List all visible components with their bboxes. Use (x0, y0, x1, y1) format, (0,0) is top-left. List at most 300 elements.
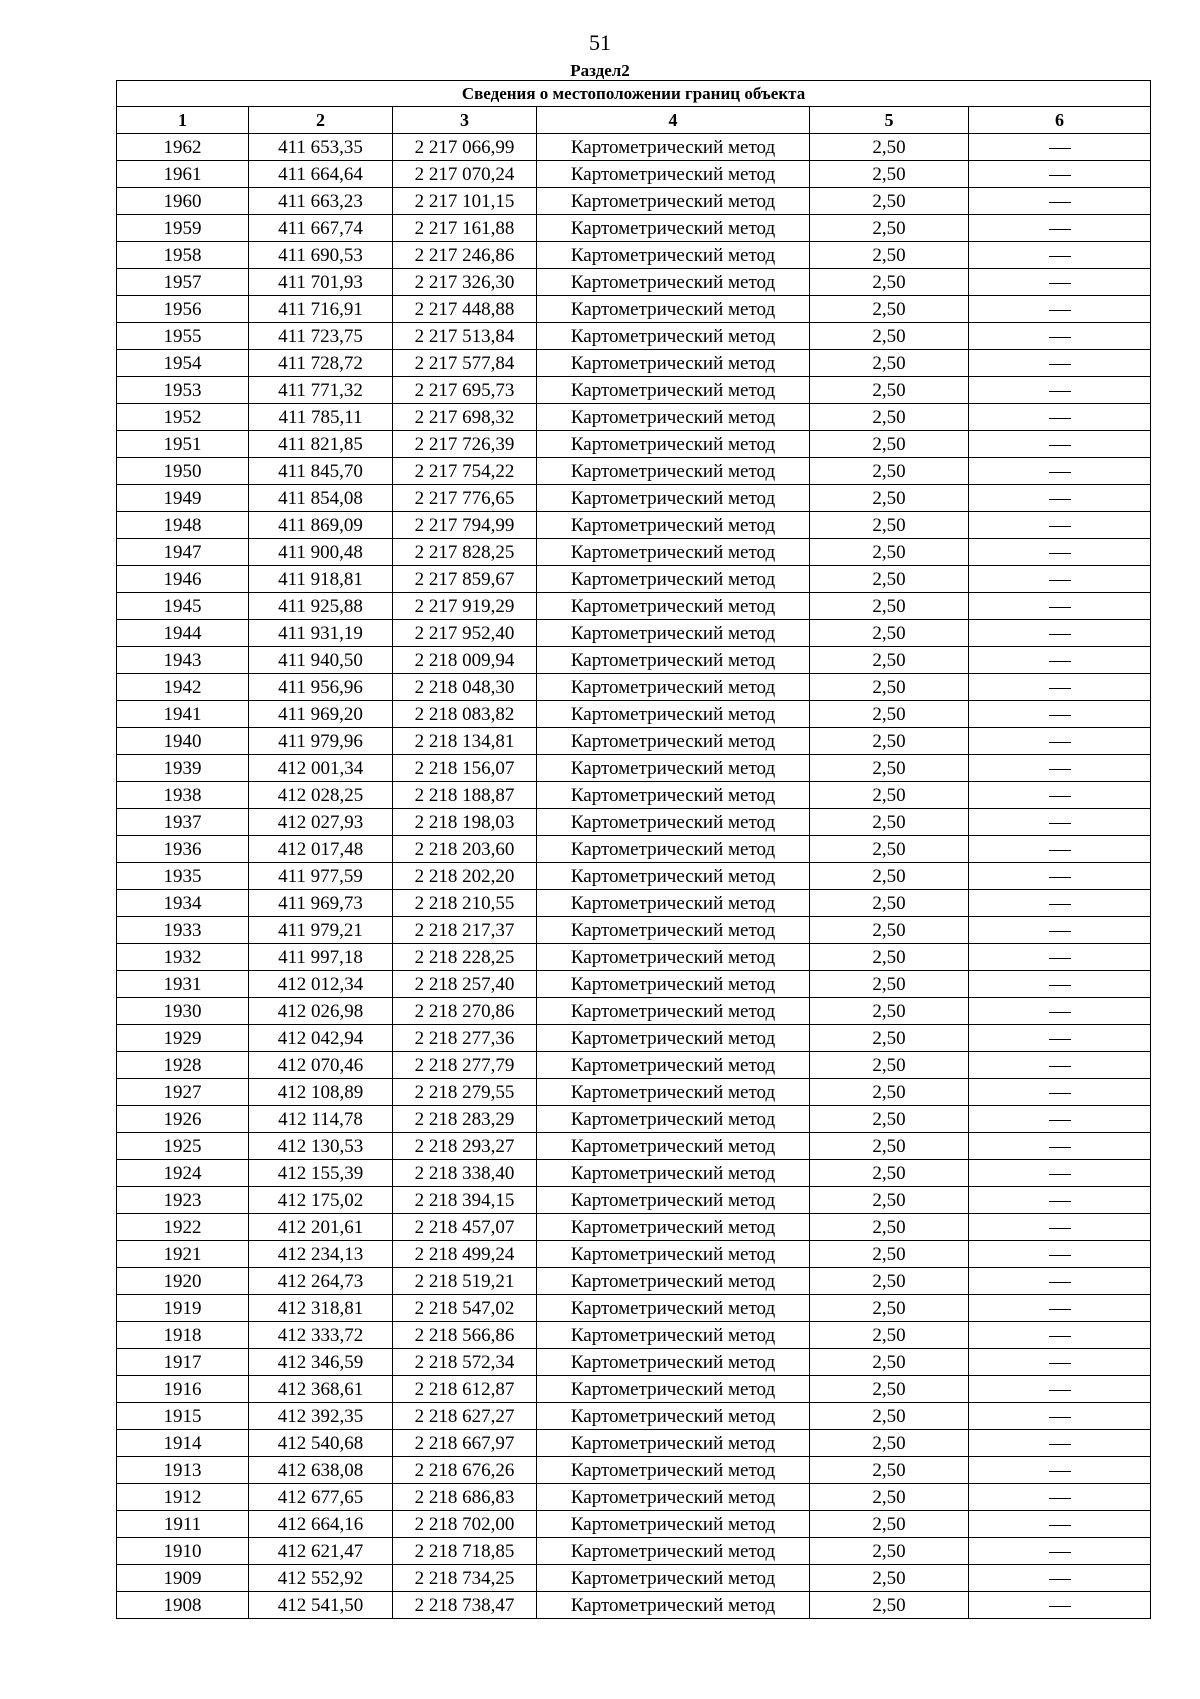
x-coordinate-cell: 412 368,61 (249, 1376, 393, 1403)
accuracy-cell: 2,50 (810, 161, 969, 188)
x-coordinate-cell: 412 392,35 (249, 1403, 393, 1430)
x-coordinate-cell: 411 977,59 (249, 863, 393, 890)
dash-mark (1049, 1282, 1071, 1283)
y-coordinate-cell: 2 218 499,24 (393, 1241, 537, 1268)
accuracy-cell: 2,50 (810, 971, 969, 998)
y-coordinate-cell: 2 218 338,40 (393, 1160, 537, 1187)
y-coordinate-cell: 2 218 277,36 (393, 1025, 537, 1052)
dash-mark (1049, 715, 1071, 716)
description-cell (969, 701, 1151, 728)
dash-mark (1049, 931, 1071, 932)
table-row (117, 566, 1151, 593)
x-coordinate-cell: 411 969,20 (249, 701, 393, 728)
point-number-cell: 1931 (117, 971, 249, 998)
x-coordinate-cell: 412 664,16 (249, 1511, 393, 1538)
y-coordinate-cell: 2 218 009,94 (393, 647, 537, 674)
y-coordinate-cell: 2 217 726,39 (393, 431, 537, 458)
dash-mark (1049, 958, 1071, 959)
table-caption-row (117, 81, 1151, 107)
y-coordinate-cell: 2 217 448,88 (393, 296, 537, 323)
dash-mark (1049, 1417, 1071, 1418)
method-cell: Картометрический метод (537, 971, 810, 998)
description-cell (969, 1484, 1151, 1511)
column-header-2: 2 (249, 107, 393, 134)
dash-mark (1049, 256, 1071, 257)
method-cell: Картометрический метод (537, 188, 810, 215)
dash-mark (1049, 1363, 1071, 1364)
point-number-cell: 1945 (117, 593, 249, 620)
point-number-cell: 1917 (117, 1349, 249, 1376)
table-row (117, 1565, 1151, 1592)
accuracy-cell: 2,50 (810, 1430, 969, 1457)
point-number-cell: 1909 (117, 1565, 249, 1592)
accuracy-cell: 2,50 (810, 1511, 969, 1538)
table-row (117, 1106, 1151, 1133)
accuracy-cell: 2,50 (810, 1160, 969, 1187)
table-row (117, 593, 1151, 620)
point-number-cell: 1948 (117, 512, 249, 539)
accuracy-cell: 2,50 (810, 1592, 969, 1619)
y-coordinate-cell: 2 217 919,29 (393, 593, 537, 620)
point-number-cell: 1954 (117, 350, 249, 377)
description-cell (969, 998, 1151, 1025)
dash-mark (1049, 391, 1071, 392)
point-number-cell: 1929 (117, 1025, 249, 1052)
point-number-cell: 1956 (117, 296, 249, 323)
point-number-cell: 1926 (117, 1106, 249, 1133)
x-coordinate-cell: 411 997,18 (249, 944, 393, 971)
boundary-coordinates-table (116, 80, 1151, 1619)
dash-mark (1049, 1336, 1071, 1337)
method-cell: Картометрический метод (537, 134, 810, 161)
point-number-cell: 1934 (117, 890, 249, 917)
table-row (117, 215, 1151, 242)
point-number-cell: 1938 (117, 782, 249, 809)
accuracy-cell: 2,50 (810, 701, 969, 728)
table-row (117, 1430, 1151, 1457)
table-row (117, 1133, 1151, 1160)
accuracy-cell: 2,50 (810, 863, 969, 890)
x-coordinate-cell: 412 028,25 (249, 782, 393, 809)
point-number-cell: 1946 (117, 566, 249, 593)
y-coordinate-cell: 2 218 156,07 (393, 755, 537, 782)
method-cell: Картометрический метод (537, 1592, 810, 1619)
x-coordinate-cell: 411 690,53 (249, 242, 393, 269)
point-number-cell: 1919 (117, 1295, 249, 1322)
accuracy-cell: 2,50 (810, 728, 969, 755)
accuracy-cell: 2,50 (810, 809, 969, 836)
accuracy-cell: 2,50 (810, 404, 969, 431)
description-cell (969, 890, 1151, 917)
dash-mark (1049, 1228, 1071, 1229)
dash-mark (1049, 1552, 1071, 1553)
method-cell: Картометрический метод (537, 809, 810, 836)
table-row (117, 1376, 1151, 1403)
dash-mark (1049, 1309, 1071, 1310)
description-cell (969, 593, 1151, 620)
table-row (117, 1592, 1151, 1619)
accuracy-cell: 2,50 (810, 944, 969, 971)
table-row (117, 1241, 1151, 1268)
x-coordinate-cell: 412 130,53 (249, 1133, 393, 1160)
accuracy-cell: 2,50 (810, 1025, 969, 1052)
x-coordinate-cell: 412 333,72 (249, 1322, 393, 1349)
point-number-cell: 1924 (117, 1160, 249, 1187)
description-cell (969, 674, 1151, 701)
dash-mark (1049, 1579, 1071, 1580)
x-coordinate-cell: 411 925,88 (249, 593, 393, 620)
method-cell: Картометрический метод (537, 620, 810, 647)
method-cell: Картометрический метод (537, 917, 810, 944)
method-cell: Картометрический метод (537, 998, 810, 1025)
table-row (117, 512, 1151, 539)
x-coordinate-cell: 411 940,50 (249, 647, 393, 674)
x-coordinate-cell: 411 845,70 (249, 458, 393, 485)
method-cell: Картометрический метод (537, 782, 810, 809)
description-cell (969, 188, 1151, 215)
description-cell (969, 1538, 1151, 1565)
accuracy-cell: 2,50 (810, 1052, 969, 1079)
table-row (117, 836, 1151, 863)
dash-mark (1049, 985, 1071, 986)
accuracy-cell: 2,50 (810, 1457, 969, 1484)
point-number-cell: 1961 (117, 161, 249, 188)
x-coordinate-cell: 411 821,85 (249, 431, 393, 458)
method-cell: Картометрический метод (537, 890, 810, 917)
accuracy-cell: 2,50 (810, 539, 969, 566)
table-row (117, 242, 1151, 269)
column-header-6: 6 (969, 107, 1151, 134)
description-cell (969, 485, 1151, 512)
x-coordinate-cell: 412 001,34 (249, 755, 393, 782)
description-cell (969, 728, 1151, 755)
x-coordinate-cell: 412 264,73 (249, 1268, 393, 1295)
y-coordinate-cell: 2 217 070,24 (393, 161, 537, 188)
y-coordinate-cell: 2 218 134,81 (393, 728, 537, 755)
method-cell: Картометрический метод (537, 1187, 810, 1214)
dash-mark (1049, 1471, 1071, 1472)
description-cell (969, 1322, 1151, 1349)
y-coordinate-cell: 2 218 566,86 (393, 1322, 537, 1349)
table-row (117, 998, 1151, 1025)
method-cell: Картометрический метод (537, 377, 810, 404)
y-coordinate-cell: 2 218 394,15 (393, 1187, 537, 1214)
description-cell (969, 1133, 1151, 1160)
point-number-cell: 1932 (117, 944, 249, 971)
description-cell (969, 944, 1151, 971)
y-coordinate-cell: 2 217 326,30 (393, 269, 537, 296)
y-coordinate-cell: 2 218 612,87 (393, 1376, 537, 1403)
y-coordinate-cell: 2 218 457,07 (393, 1214, 537, 1241)
description-cell (969, 1241, 1151, 1268)
accuracy-cell: 2,50 (810, 1187, 969, 1214)
description-cell (969, 620, 1151, 647)
method-cell: Картометрический метод (537, 1322, 810, 1349)
x-coordinate-cell: 411 918,81 (249, 566, 393, 593)
y-coordinate-cell: 2 218 188,87 (393, 782, 537, 809)
x-coordinate-cell: 411 956,96 (249, 674, 393, 701)
point-number-cell: 1912 (117, 1484, 249, 1511)
accuracy-cell: 2,50 (810, 1403, 969, 1430)
description-cell (969, 566, 1151, 593)
method-cell: Картометрический метод (537, 458, 810, 485)
table-row (117, 674, 1151, 701)
point-number-cell: 1911 (117, 1511, 249, 1538)
dash-mark (1049, 796, 1071, 797)
method-cell: Картометрический метод (537, 1403, 810, 1430)
y-coordinate-cell: 2 218 734,25 (393, 1565, 537, 1592)
accuracy-cell: 2,50 (810, 242, 969, 269)
point-number-cell: 1959 (117, 215, 249, 242)
dash-mark (1049, 175, 1071, 176)
y-coordinate-cell: 2 218 279,55 (393, 1079, 537, 1106)
x-coordinate-cell: 412 012,34 (249, 971, 393, 998)
description-cell (969, 1214, 1151, 1241)
dash-mark (1049, 1120, 1071, 1121)
x-coordinate-cell: 412 027,93 (249, 809, 393, 836)
description-cell (969, 1052, 1151, 1079)
table-header-row (117, 107, 1151, 134)
table-row (117, 1052, 1151, 1079)
point-number-cell: 1949 (117, 485, 249, 512)
point-number-cell: 1955 (117, 323, 249, 350)
accuracy-cell: 2,50 (810, 1484, 969, 1511)
point-number-cell: 1953 (117, 377, 249, 404)
y-coordinate-cell: 2 217 513,84 (393, 323, 537, 350)
table-row (117, 944, 1151, 971)
x-coordinate-cell: 412 677,65 (249, 1484, 393, 1511)
method-cell: Картометрический метод (537, 647, 810, 674)
accuracy-cell: 2,50 (810, 836, 969, 863)
point-number-cell: 1940 (117, 728, 249, 755)
table-row (117, 620, 1151, 647)
x-coordinate-cell: 411 723,75 (249, 323, 393, 350)
method-cell: Картометрический метод (537, 1268, 810, 1295)
method-cell: Картометрический метод (537, 1214, 810, 1241)
description-cell (969, 917, 1151, 944)
dash-mark (1049, 499, 1071, 500)
accuracy-cell: 2,50 (810, 188, 969, 215)
y-coordinate-cell: 2 218 718,85 (393, 1538, 537, 1565)
point-number-cell: 1942 (117, 674, 249, 701)
x-coordinate-cell: 411 785,11 (249, 404, 393, 431)
description-cell (969, 971, 1151, 998)
page-number: 51 (589, 30, 611, 55)
accuracy-cell: 2,50 (810, 350, 969, 377)
description-cell (969, 1349, 1151, 1376)
method-cell: Картометрический метод (537, 1295, 810, 1322)
x-coordinate-cell: 411 728,72 (249, 350, 393, 377)
accuracy-cell: 2,50 (810, 1241, 969, 1268)
description-cell (969, 296, 1151, 323)
table-row (117, 809, 1151, 836)
method-cell: Картометрический метод (537, 1241, 810, 1268)
method-cell: Картометрический метод (537, 728, 810, 755)
y-coordinate-cell: 2 218 257,40 (393, 971, 537, 998)
table-row (117, 323, 1151, 350)
accuracy-cell: 2,50 (810, 296, 969, 323)
accuracy-cell: 2,50 (810, 1538, 969, 1565)
method-cell: Картометрический метод (537, 539, 810, 566)
y-coordinate-cell: 2 217 101,15 (393, 188, 537, 215)
x-coordinate-cell: 411 854,08 (249, 485, 393, 512)
method-cell: Картометрический метод (537, 1484, 810, 1511)
description-cell (969, 1268, 1151, 1295)
accuracy-cell: 2,50 (810, 458, 969, 485)
dash-mark (1049, 1012, 1071, 1013)
method-cell: Картометрический метод (537, 1025, 810, 1052)
accuracy-cell: 2,50 (810, 323, 969, 350)
table-row (117, 485, 1151, 512)
accuracy-cell: 2,50 (810, 134, 969, 161)
y-coordinate-cell: 2 218 217,37 (393, 917, 537, 944)
dash-mark (1049, 823, 1071, 824)
y-coordinate-cell: 2 218 283,29 (393, 1106, 537, 1133)
method-cell: Картометрический метод (537, 755, 810, 782)
dash-mark (1049, 526, 1071, 527)
description-cell (969, 458, 1151, 485)
table-row (117, 755, 1151, 782)
x-coordinate-cell: 412 234,13 (249, 1241, 393, 1268)
dash-mark (1049, 1525, 1071, 1526)
column-header-4: 4 (537, 107, 810, 134)
method-cell: Картометрический метод (537, 701, 810, 728)
x-coordinate-cell: 411 979,96 (249, 728, 393, 755)
dash-mark (1049, 769, 1071, 770)
description-cell (969, 1376, 1151, 1403)
y-coordinate-cell: 2 217 952,40 (393, 620, 537, 647)
method-cell: Картометрический метод (537, 593, 810, 620)
y-coordinate-cell: 2 218 210,55 (393, 890, 537, 917)
x-coordinate-cell: 412 070,46 (249, 1052, 393, 1079)
table-row (117, 1079, 1151, 1106)
y-coordinate-cell: 2 217 161,88 (393, 215, 537, 242)
point-number-cell: 1933 (117, 917, 249, 944)
point-number-cell: 1925 (117, 1133, 249, 1160)
table-row (117, 1322, 1151, 1349)
table-row (117, 1349, 1151, 1376)
point-number-cell: 1910 (117, 1538, 249, 1565)
description-cell (969, 1592, 1151, 1619)
point-number-cell: 1939 (117, 755, 249, 782)
dash-mark (1049, 877, 1071, 878)
x-coordinate-cell: 411 716,91 (249, 296, 393, 323)
y-coordinate-cell: 2 217 066,99 (393, 134, 537, 161)
dash-mark (1049, 1093, 1071, 1094)
table-row (117, 1214, 1151, 1241)
x-coordinate-cell: 411 931,19 (249, 620, 393, 647)
y-coordinate-cell: 2 218 083,82 (393, 701, 537, 728)
dash-mark (1049, 1039, 1071, 1040)
table-row (117, 782, 1151, 809)
x-coordinate-cell: 411 979,21 (249, 917, 393, 944)
point-number-cell: 1951 (117, 431, 249, 458)
y-coordinate-cell: 2 217 794,99 (393, 512, 537, 539)
dash-mark (1049, 742, 1071, 743)
y-coordinate-cell: 2 218 203,60 (393, 836, 537, 863)
method-cell: Картометрический метод (537, 1430, 810, 1457)
dash-mark (1049, 904, 1071, 905)
x-coordinate-cell: 412 552,92 (249, 1565, 393, 1592)
point-number-cell: 1960 (117, 188, 249, 215)
dash-mark (1049, 148, 1071, 149)
point-number-cell: 1916 (117, 1376, 249, 1403)
point-number-cell: 1918 (117, 1322, 249, 1349)
accuracy-cell: 2,50 (810, 1268, 969, 1295)
y-coordinate-cell: 2 217 577,84 (393, 350, 537, 377)
point-number-cell: 1944 (117, 620, 249, 647)
x-coordinate-cell: 411 667,74 (249, 215, 393, 242)
point-number-cell: 1947 (117, 539, 249, 566)
table-row (117, 971, 1151, 998)
accuracy-cell: 2,50 (810, 890, 969, 917)
table-row (117, 134, 1151, 161)
accuracy-cell: 2,50 (810, 1295, 969, 1322)
table-row (117, 647, 1151, 674)
y-coordinate-cell: 2 218 547,02 (393, 1295, 537, 1322)
x-coordinate-cell: 412 346,59 (249, 1349, 393, 1376)
accuracy-cell: 2,50 (810, 269, 969, 296)
description-cell (969, 836, 1151, 863)
description-cell (969, 350, 1151, 377)
accuracy-cell: 2,50 (810, 1214, 969, 1241)
accuracy-cell: 2,50 (810, 1106, 969, 1133)
x-coordinate-cell: 412 042,94 (249, 1025, 393, 1052)
accuracy-cell: 2,50 (810, 1133, 969, 1160)
accuracy-cell: 2,50 (810, 377, 969, 404)
table-row (117, 269, 1151, 296)
point-number-cell: 1920 (117, 1268, 249, 1295)
table-row (117, 890, 1151, 917)
dash-mark (1049, 634, 1071, 635)
y-coordinate-cell: 2 218 627,27 (393, 1403, 537, 1430)
table-row (117, 1160, 1151, 1187)
description-cell (969, 242, 1151, 269)
description-cell (969, 1511, 1151, 1538)
x-coordinate-cell: 411 653,35 (249, 134, 393, 161)
dash-mark (1049, 1390, 1071, 1391)
method-cell: Картометрический метод (537, 944, 810, 971)
x-coordinate-cell: 412 155,39 (249, 1160, 393, 1187)
x-coordinate-cell: 411 771,32 (249, 377, 393, 404)
method-cell: Картометрический метод (537, 161, 810, 188)
y-coordinate-cell: 2 218 519,21 (393, 1268, 537, 1295)
point-number-cell: 1927 (117, 1079, 249, 1106)
description-cell (969, 323, 1151, 350)
column-header-5: 5 (810, 107, 969, 134)
table-row (117, 1295, 1151, 1322)
point-number-cell: 1921 (117, 1241, 249, 1268)
point-number-cell: 1914 (117, 1430, 249, 1457)
y-coordinate-cell: 2 218 048,30 (393, 674, 537, 701)
table-row (117, 431, 1151, 458)
accuracy-cell: 2,50 (810, 1565, 969, 1592)
dash-mark (1049, 364, 1071, 365)
section-title: Раздел2 (570, 61, 630, 80)
description-cell (969, 647, 1151, 674)
point-number-cell: 1913 (117, 1457, 249, 1484)
y-coordinate-cell: 2 218 198,03 (393, 809, 537, 836)
point-number-cell: 1958 (117, 242, 249, 269)
table-row (117, 1511, 1151, 1538)
dash-mark (1049, 1201, 1071, 1202)
y-coordinate-cell: 2 217 776,65 (393, 485, 537, 512)
point-number-cell: 1923 (117, 1187, 249, 1214)
y-coordinate-cell: 2 218 277,79 (393, 1052, 537, 1079)
table-body (117, 134, 1151, 1619)
description-cell (969, 1403, 1151, 1430)
table-row (117, 917, 1151, 944)
